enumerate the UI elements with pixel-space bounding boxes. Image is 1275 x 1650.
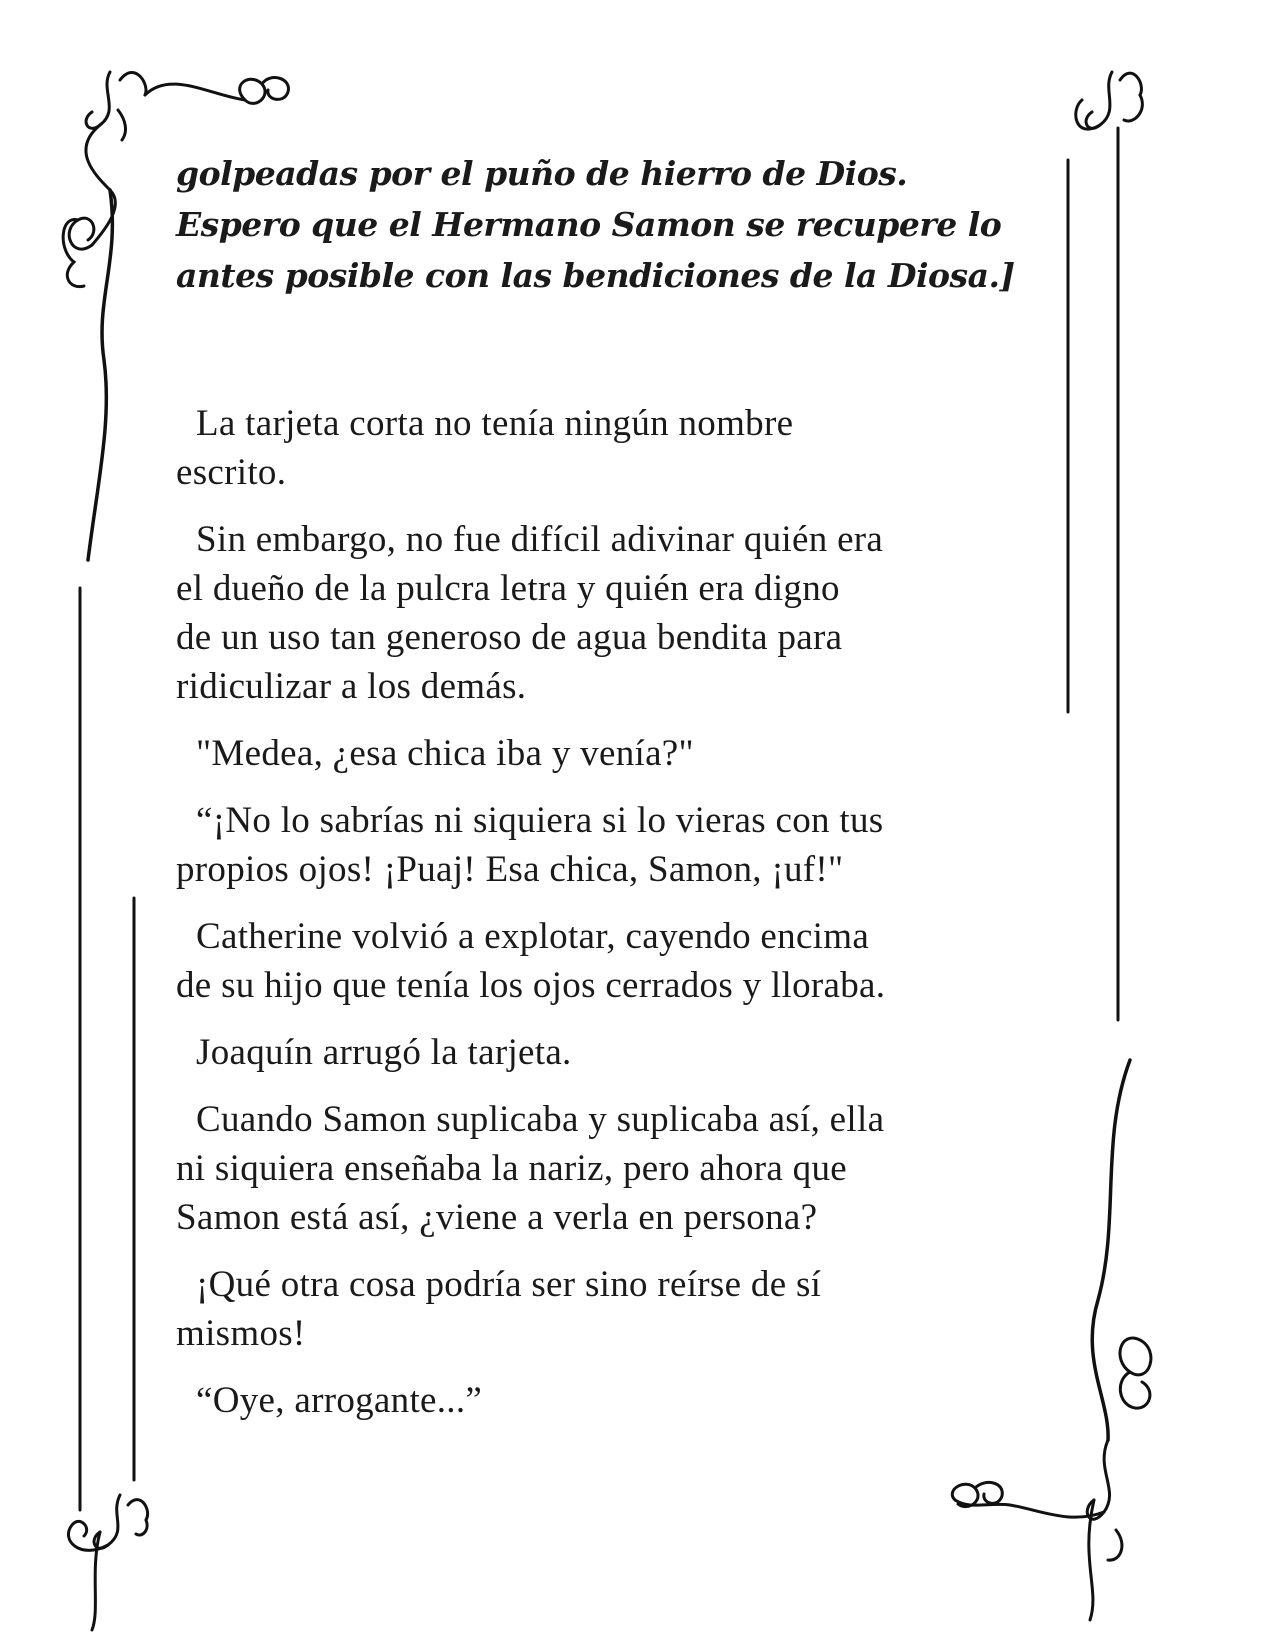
text-line: de su hijo que tenía los ojos cerrados y lloraba.	[176, 965, 886, 1006]
text-line: de un uso tan generoso de agua bendita para	[176, 617, 843, 658]
italic-card-text	[176, 148, 1076, 301]
text-line: propios ojos! ¡Puaj! Esa chica, Samon, ¡uf!"	[176, 849, 844, 890]
paragraph	[176, 399, 1076, 497]
paragraph	[176, 729, 1076, 778]
text-line: Joaquín arrugó la tarjeta.	[196, 1032, 572, 1073]
text-line: Cuando Samon suplicaba y suplicaba así, ella	[196, 1099, 885, 1140]
paragraph	[176, 1376, 1076, 1425]
text-line: ¡Qué otra cosa podría ser sino reírse de sí	[196, 1264, 822, 1305]
paragraph	[176, 1260, 1076, 1358]
body-paragraphs	[176, 399, 1076, 1425]
page-text	[176, 148, 1076, 1443]
text-line: Samon está así, ¿viene a verla en persona?	[176, 1197, 818, 1238]
text-line: "Medea, ¿esa chica iba y venía?"	[196, 733, 694, 774]
text-line: Sin embargo, no fue difícil adivinar quién era	[196, 519, 884, 560]
italic-line: golpeadas por el puño de hierro de Dios.	[176, 154, 908, 193]
paragraph	[176, 515, 1076, 711]
text-line: mismos!	[176, 1313, 306, 1354]
paragraph	[176, 1095, 1076, 1242]
paragraph	[176, 796, 1076, 894]
paragraph	[176, 912, 1076, 1010]
bottom-left-flourish	[68, 1495, 147, 1630]
text-line: el dueño de la pulcra letra y quién era digno	[176, 568, 840, 609]
text-line: ni siquiera enseñaba la nariz, pero ahora que	[176, 1148, 847, 1189]
text-line: escrito.	[176, 452, 287, 493]
top-right-flourish	[1076, 72, 1143, 129]
italic-line: antes posible con las bendiciones de la Diosa.]	[176, 256, 1015, 295]
text-line: “¡No lo sabrías ni siquiera si lo vieras con tus	[196, 800, 884, 841]
text-line: “Oye, arrogante...”	[196, 1380, 483, 1421]
text-line: La tarjeta corta no tenía ningún nombre	[196, 403, 794, 444]
text-line: ridiculizar a los demás.	[176, 666, 527, 707]
paragraph	[176, 1028, 1076, 1077]
text-line: Catherine volvió a explotar, cayendo encima	[196, 916, 870, 957]
italic-line: Espero que el Hermano Samon se recupere lo	[176, 205, 1002, 244]
